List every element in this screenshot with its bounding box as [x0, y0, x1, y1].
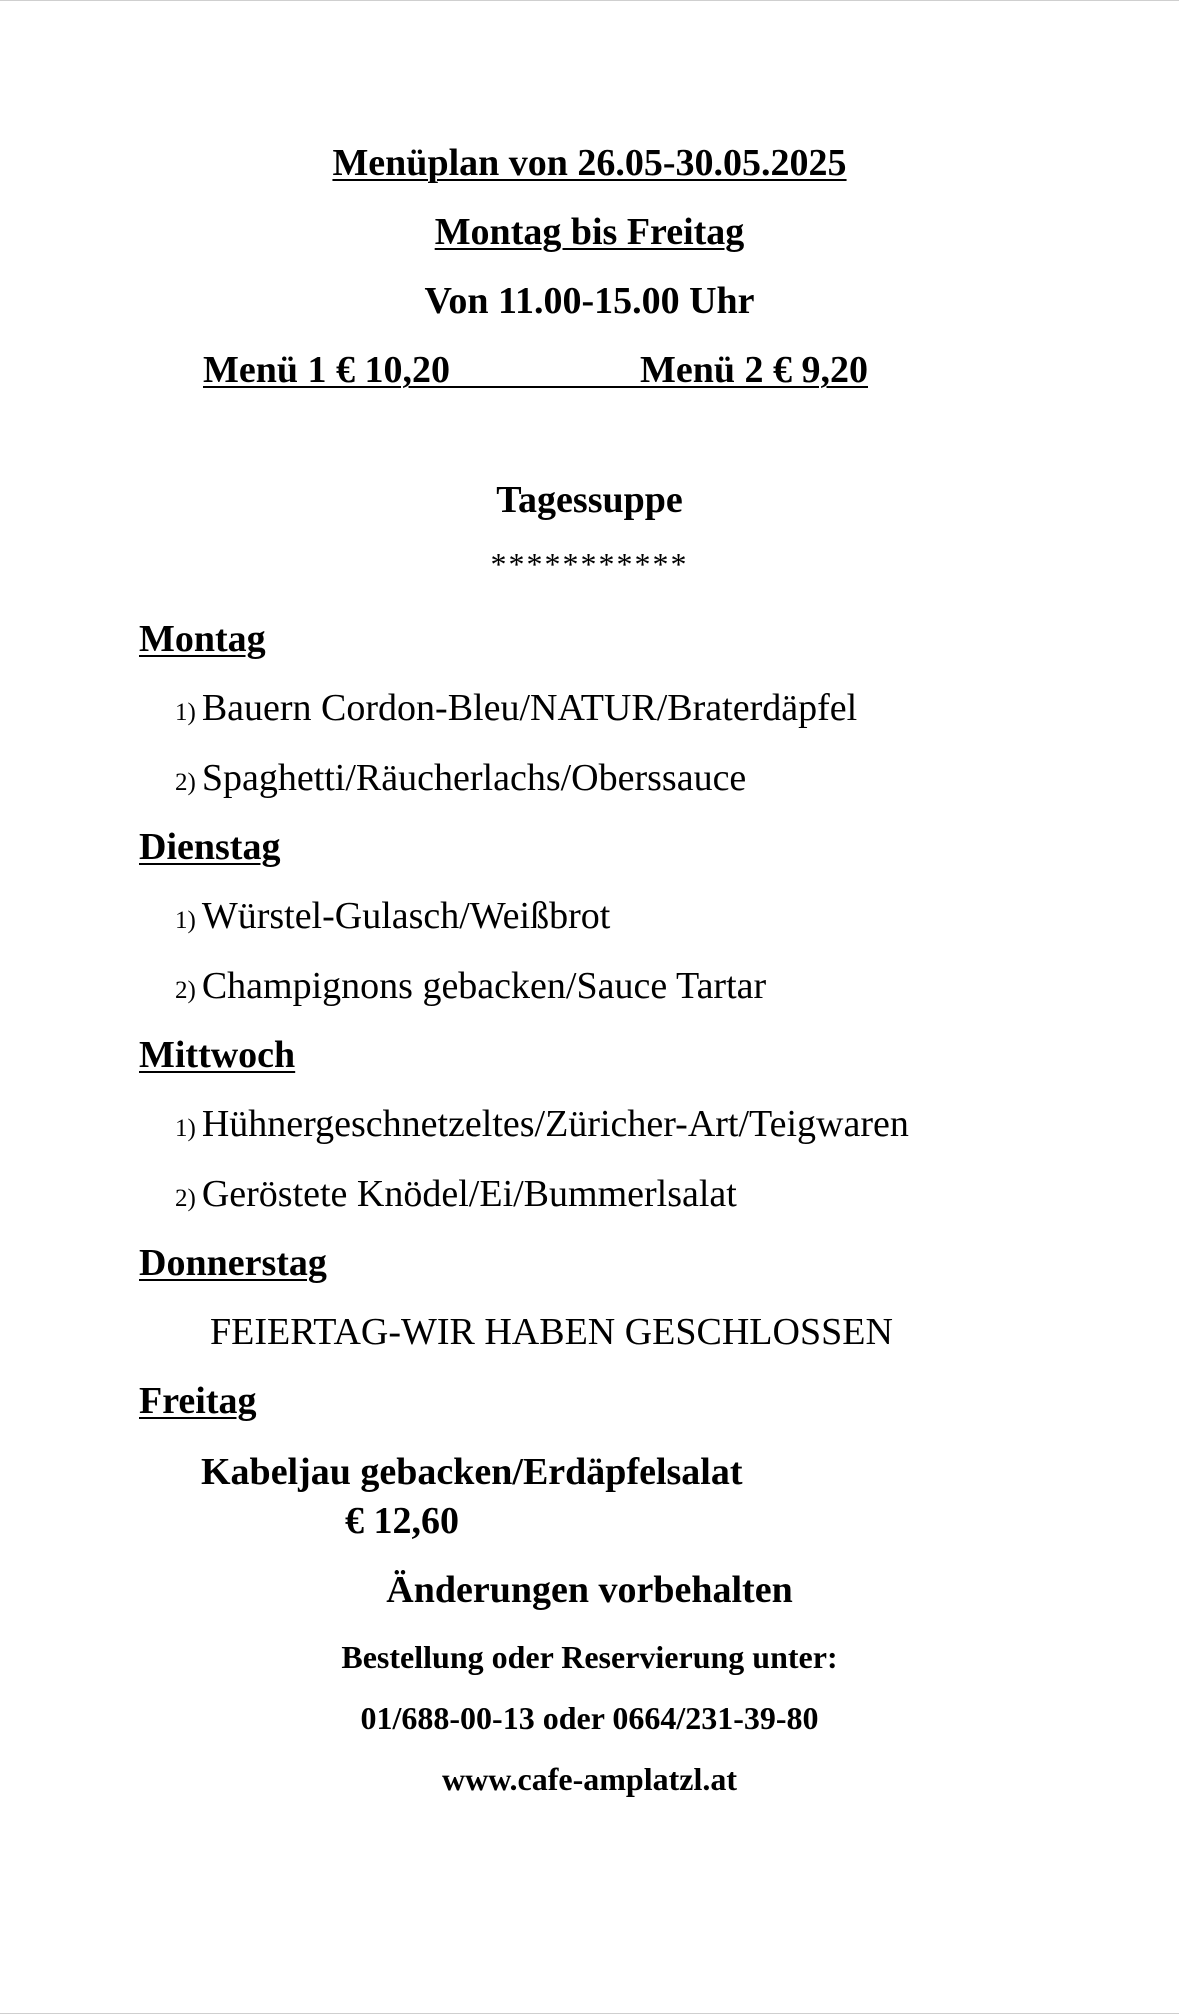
menu-prices — [203, 348, 973, 392]
dish-text: Champignons gebacken/Sauce Tartar — [201, 965, 767, 1007]
price-gap — [450, 349, 640, 391]
website: www.cafe-amplatzl.at — [441, 1761, 738, 1797]
dish-number: 1) — [175, 699, 196, 726]
dish-text: Spaghetti/Räucherlachs/Oberssauce — [201, 757, 747, 799]
dish-number: 2) — [175, 977, 196, 1004]
menu1-price: Menü 1 € 10,20 — [203, 349, 450, 391]
dish-tuesday-1 — [175, 894, 610, 938]
dish-text: Würstel-Gulasch/Weißbrot — [201, 895, 611, 937]
dish-wednesday-2 — [175, 1172, 737, 1216]
dish-monday-1 — [175, 686, 857, 730]
dish-tuesday-2 — [175, 964, 766, 1008]
dish-text: Bauern Cordon-Bleu/NATUR/Braterdäpfel — [201, 687, 858, 729]
day-thursday: Donnerstag — [139, 1242, 327, 1284]
dish-number: 1) — [175, 1115, 196, 1142]
dish-number: 1) — [175, 907, 196, 934]
friday-price: € 12,60 — [345, 1500, 459, 1542]
dish-number: 2) — [175, 1185, 196, 1212]
soup-separator: *********** — [490, 546, 689, 582]
friday-dish: Kabeljau gebacken/Erdäpfelsalat — [201, 1451, 743, 1493]
dish-text: Geröstete Knödel/Ei/Bummerlsalat — [201, 1173, 737, 1215]
dish-wednesday-1 — [175, 1102, 909, 1146]
disclaimer: Änderungen vorbehalten — [386, 1569, 793, 1611]
dish-text: Hühnergeschnetzeltes/Züricher-Art/Teigwaren — [201, 1103, 909, 1145]
day-tuesday: Dienstag — [139, 826, 281, 868]
menu2-price: Menü 2 € 9,20 — [640, 349, 868, 391]
phone-numbers: 01/688-00-13 oder 0664/231-39-80 — [360, 1700, 819, 1736]
day-friday: Freitag — [139, 1380, 257, 1422]
thursday-closed-note: FEIERTAG-WIR HABEN GESCHLOSSEN — [210, 1311, 893, 1353]
soup-label: Tagessuppe — [496, 479, 683, 521]
order-label: Bestellung oder Reservierung unter: — [341, 1639, 838, 1675]
menu-days: Montag bis Freitag — [434, 211, 745, 253]
dish-monday-2 — [175, 756, 746, 800]
day-monday: Montag — [139, 618, 266, 660]
dish-number: 2) — [175, 769, 196, 796]
day-wednesday: Mittwoch — [139, 1034, 296, 1076]
menu-hours: Von 11.00-15.00 Uhr — [424, 280, 755, 322]
menu-title: Menüplan von 26.05-30.05.2025 — [332, 142, 847, 184]
